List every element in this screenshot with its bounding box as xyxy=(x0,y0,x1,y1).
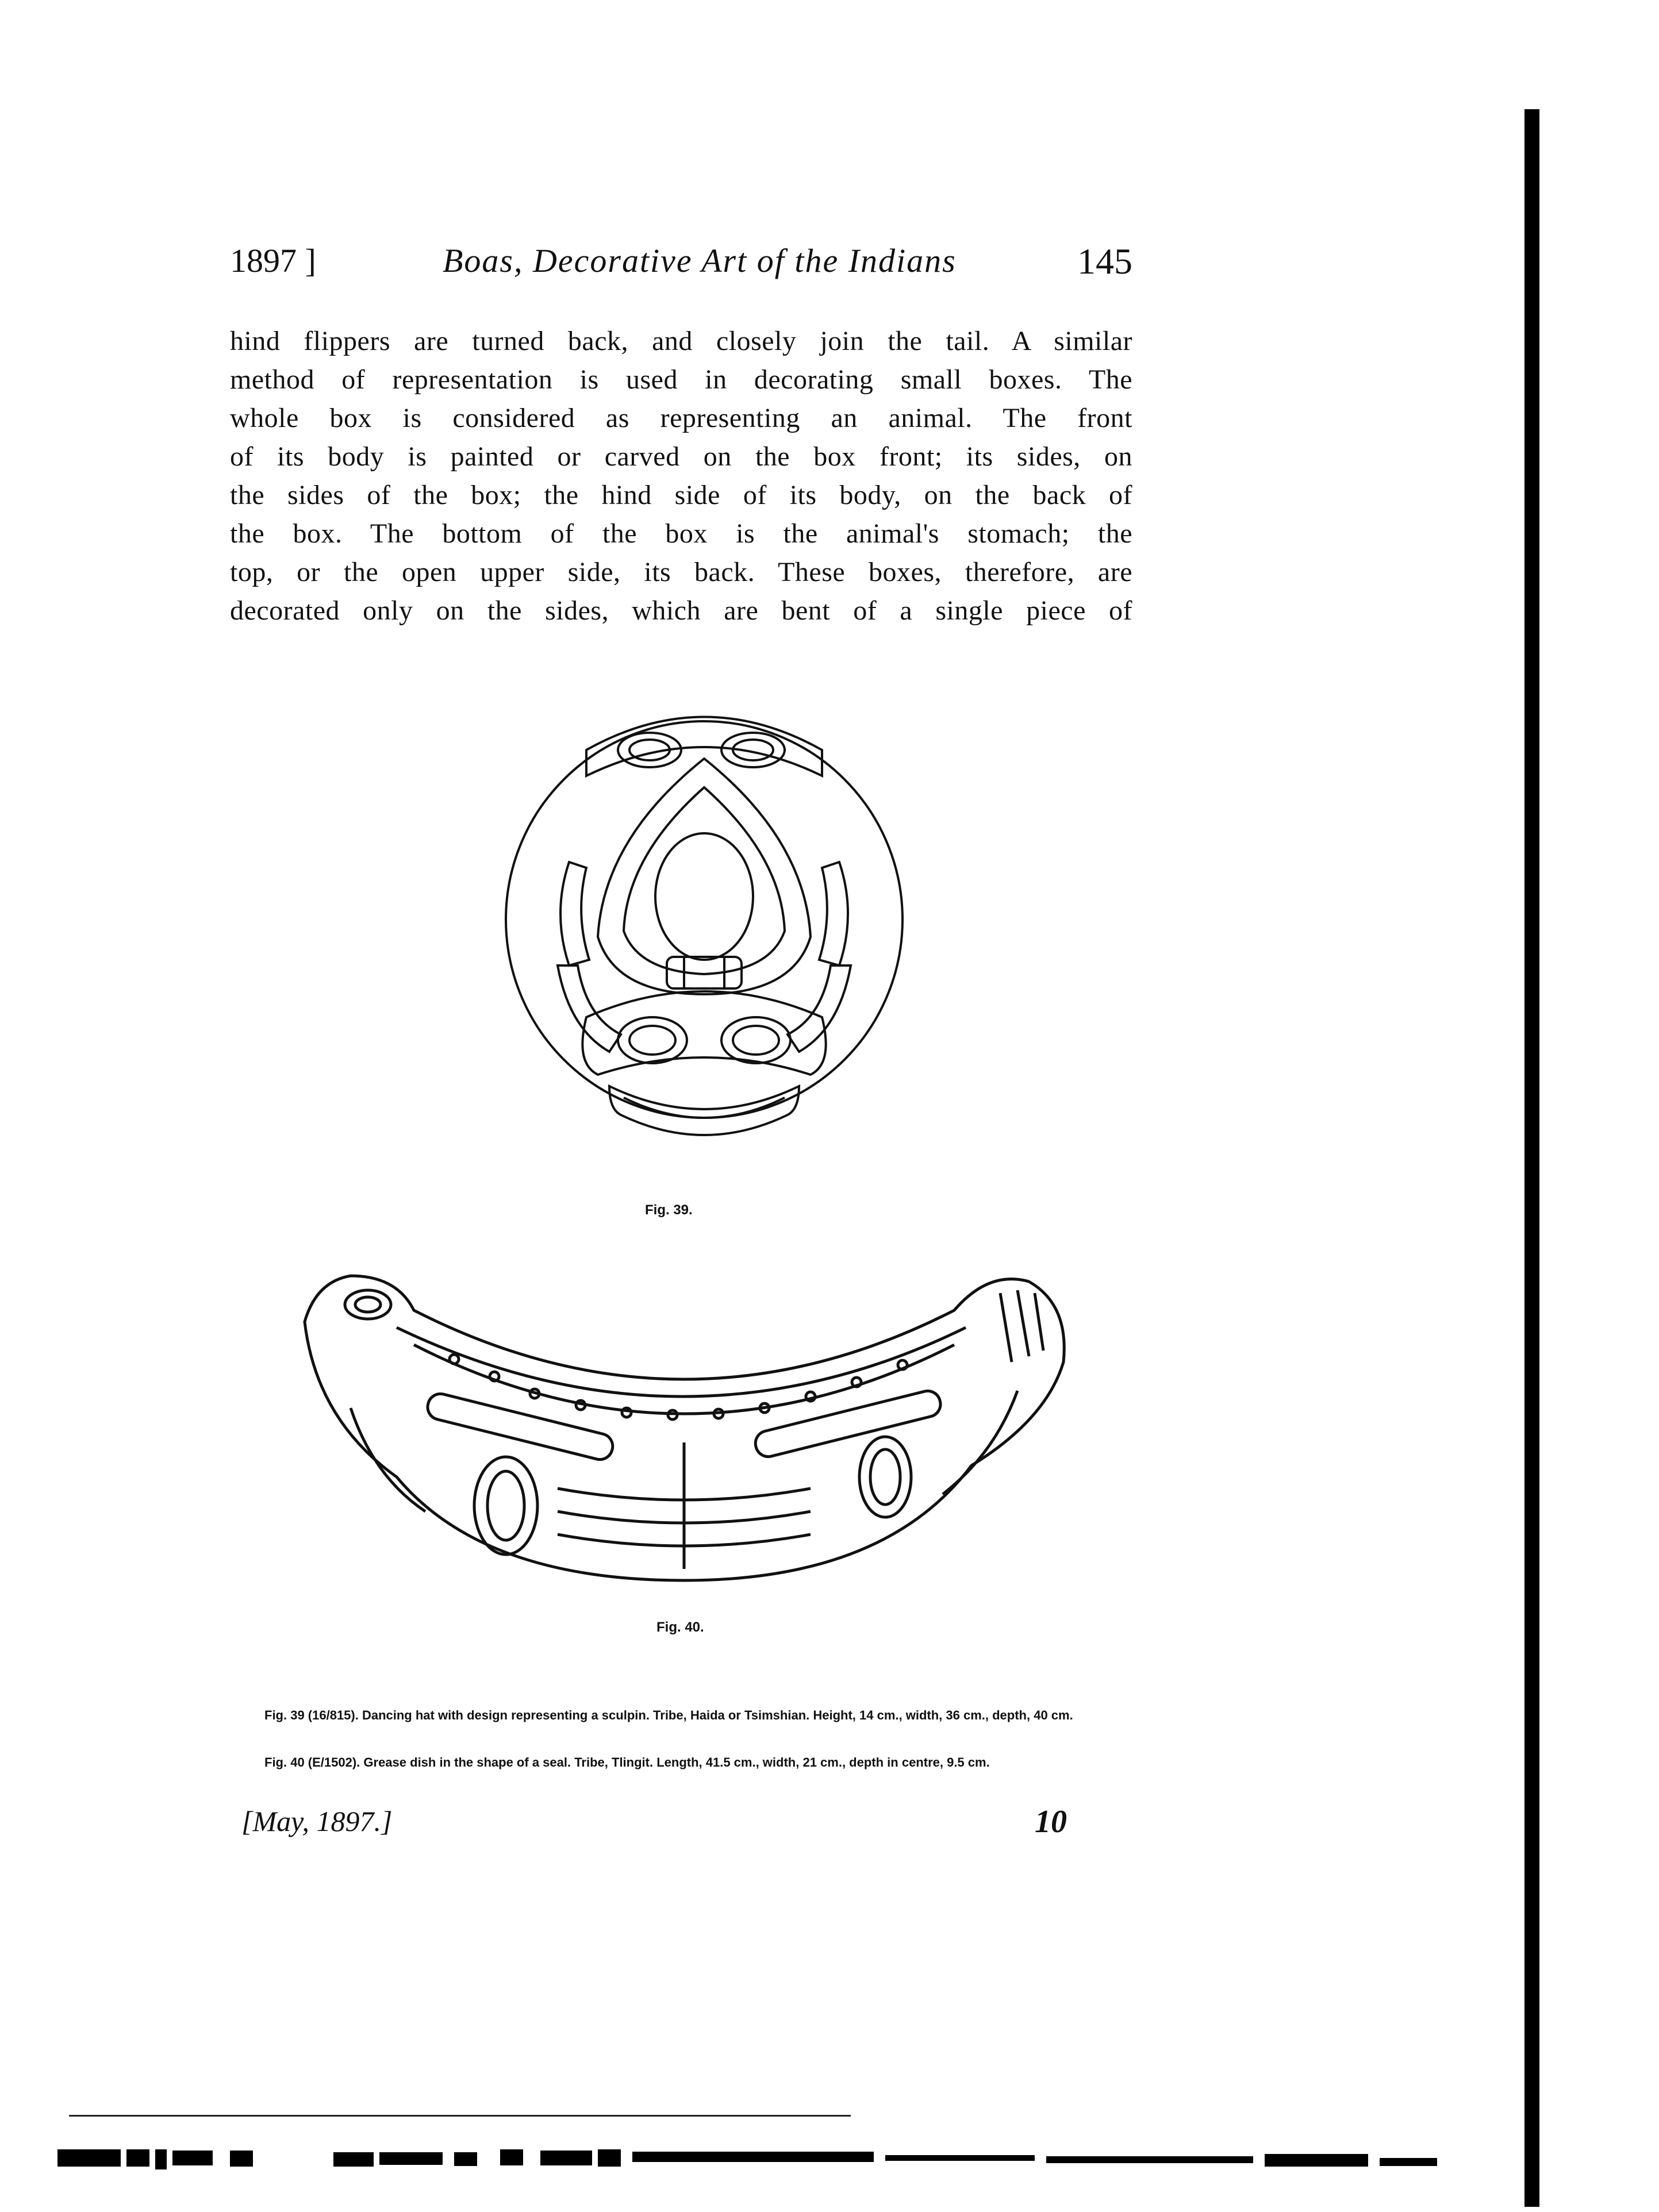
figure-40-label: Fig. 40. xyxy=(656,1619,704,1635)
body-line: the sides of the box; the hind side of its body, on the back of xyxy=(230,480,1132,510)
header-year: 1897 ] xyxy=(230,242,316,279)
body-line: method of representation is used in decorating small boxes. The xyxy=(230,364,1132,395)
figure-39-dancing-hat xyxy=(500,695,914,1190)
running-header xyxy=(230,236,1132,287)
scan-edge-bar xyxy=(1524,109,1539,2207)
caption-figure-39: Fig. 39 (16/815). Dancing hat with design representing a sculpin. Tribe, Haida or Tsimshian. Height, 14 cm., width, 36 cm., depth, 40 cm. xyxy=(264,1708,1073,1722)
caption-figure-40: Fig. 40 (E/1502). Grease dish in the shape of a seal. Tribe, Tlingit. Length, 41.5 cm., width, 21 cm., depth in centre, 9.5 cm. xyxy=(264,1755,990,1769)
body-line: top, or the open upper side, its back. These boxes, therefore, are xyxy=(230,557,1132,587)
body-line: decorated only on the sides, which are bent of a single piece of xyxy=(230,595,1132,626)
page-number: 145 xyxy=(1077,241,1132,282)
running-title: Boas, Decorative Art of the Indians xyxy=(443,242,957,279)
body-line: whole box is considered as representing an animal. The front xyxy=(230,403,1132,433)
figure-40-grease-dish xyxy=(282,1259,1086,1615)
signature-mark: 10 xyxy=(1035,1804,1067,1840)
body-line: the box. The bottom of the box is the animal's stomach; the xyxy=(230,518,1132,549)
scan-noise-strip xyxy=(57,2126,1529,2195)
figure-39-label: Fig. 39. xyxy=(645,1202,693,1218)
body-paragraph xyxy=(230,322,1132,630)
body-line: of its body is painted or carved on the box front; its sides, on xyxy=(230,441,1132,472)
bottom-rule xyxy=(69,2115,851,2117)
footer-date: [May, 1897.] xyxy=(241,1805,393,1837)
body-line: hind flippers are turned back, and closely join the tail. A similar xyxy=(230,326,1132,356)
